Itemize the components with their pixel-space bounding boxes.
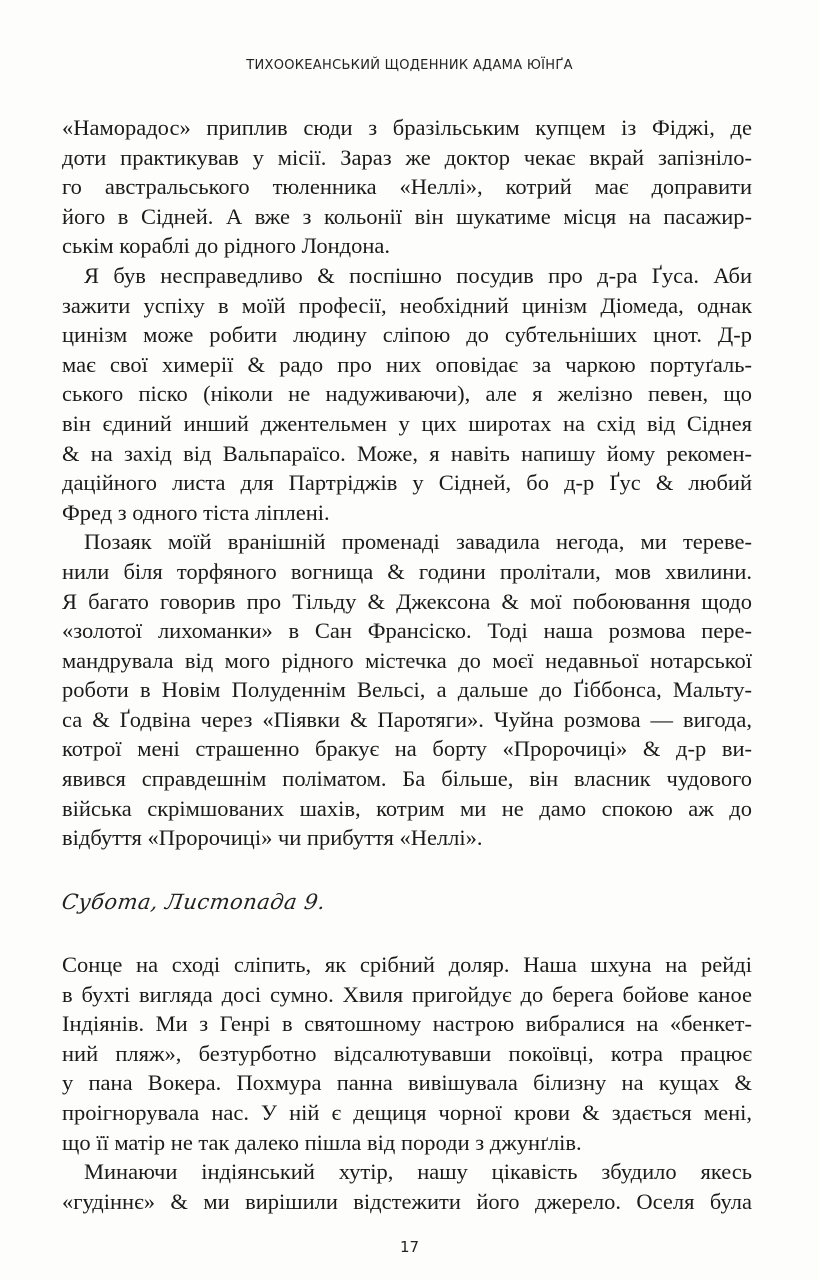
text-line: проігнорувала нас. У ній є дещиця чорної крови & здається мені,: [62, 1099, 752, 1125]
text-line: цинізм може робити людину сліпою до субтельніших цнот. Д-р: [62, 322, 752, 348]
text-line: в бухті вигляда досі сумно. Хвиля пригойдує до берега бойове каное: [62, 981, 752, 1007]
text-line: ськім кораблі до рідного Лондона.: [62, 233, 391, 259]
text-line: мандрувала від мого рідного містечка до моєї недавньої нотарської: [62, 647, 752, 673]
text-line: роботи в Новім Полуденнім Вельсі, а дальше до Ґіббонса, Мальту-: [62, 677, 752, 703]
page-number: 17: [399, 1238, 420, 1256]
text-line: зажити успіху в моїй професії, необхідний цинізм Діомеда, однак: [62, 292, 752, 318]
text-line: го австральського тюленника «Неллі», котрий має доправити: [62, 174, 752, 200]
text-line: доти практикував у місії. Зараз же доктор чекає вкрай запізніло-: [62, 144, 752, 170]
text-line: має свої химерії & радо про них оповідає за чаркою портуґаль-: [62, 351, 752, 377]
text-line: нили біля торфяного вогнища & години пролітали, мов хвилини.: [62, 558, 752, 584]
text-line: Сонце на сході сліпить, як срібний доляр. Наша шхуна на рейді: [62, 952, 752, 977]
text-block-bottom: [62, 950, 752, 1216]
text-line: Я був несправедливо & поспішно посудив про д-ра Ґуса. Аби: [84, 262, 752, 288]
text-line: Минаючи індіянський хутір, нашу цікавість збудило якесь: [84, 1159, 752, 1185]
text-line: Індіянів. Ми з Генрі в святошному настрою вибралися на «бенкет-: [62, 1011, 752, 1037]
text-line: що її матір не так далеко пішла від породи з джунґлів.: [62, 1129, 582, 1155]
text-line: ського піско (ніколи не надуживаючи), але я желізно певен, що: [62, 381, 752, 407]
text-line: у пана Вокера. Похмура панна вивішувала білизну на кущах &: [62, 1070, 752, 1096]
text-line: ний пляж», безтурботно відсалютувавши покоївці, котра працює: [62, 1040, 752, 1066]
text-line: Позаяк моїй вранішній променаді завадила негода, ми тереве-: [84, 529, 752, 555]
text-line: Я багато говорив про Тільду & Джексона & мої побоювання щодо: [62, 588, 752, 614]
text-line: «золотої лихоманки» в Сан Франсіско. Тоді наша розмова пере-: [62, 618, 752, 644]
text-line: його в Сідней. А вже з кольонії він шукатиме місця на пасажир-: [62, 203, 752, 229]
running-head: ТИХООКЕАНСЬКИЙ ЩОДЕННИК АДАМА ЮЇНҐА: [246, 58, 573, 73]
text-line: він єдиний инший джентельмен у цих широтах на схід від Сіднея: [62, 410, 752, 436]
diary-entry-heading: Субота, Листопада 9.: [60, 890, 328, 914]
text-line: «Наморадос» приплив сюди з бразільським купцем із Фіджі, де: [62, 115, 752, 140]
text-line: Фред з одного тіста ліплені.: [62, 499, 330, 525]
text-line: «гудіннє» & ми вирішили відстежити його джерело. Оселя була: [62, 1188, 752, 1214]
text-line: відбуття «Пророчиці» чи прибуття «Неллі».: [62, 825, 483, 851]
text-line: са & Ґодвіна через «Піявки & Паротяги». Чуйна розмова — вигода,: [62, 706, 752, 732]
text-block-top: [62, 113, 752, 853]
text-line: даційного листа для Партріджів у Сідней, бо д-р Ґус & любий: [62, 470, 752, 496]
text-line: війська скрімшованих шахів, котрим ми не дамо спокою аж до: [62, 795, 752, 821]
text-line: & на захід від Вальпараїсо. Може, я навіть напишу йому рекомен-: [62, 440, 752, 466]
text-line: явився справдешнім поліматом. Ба більше, він власник чудового: [62, 766, 752, 792]
text-line: котрої мені страшенно бракує на борту «Пророчиці» & д-р ви-: [62, 736, 752, 762]
